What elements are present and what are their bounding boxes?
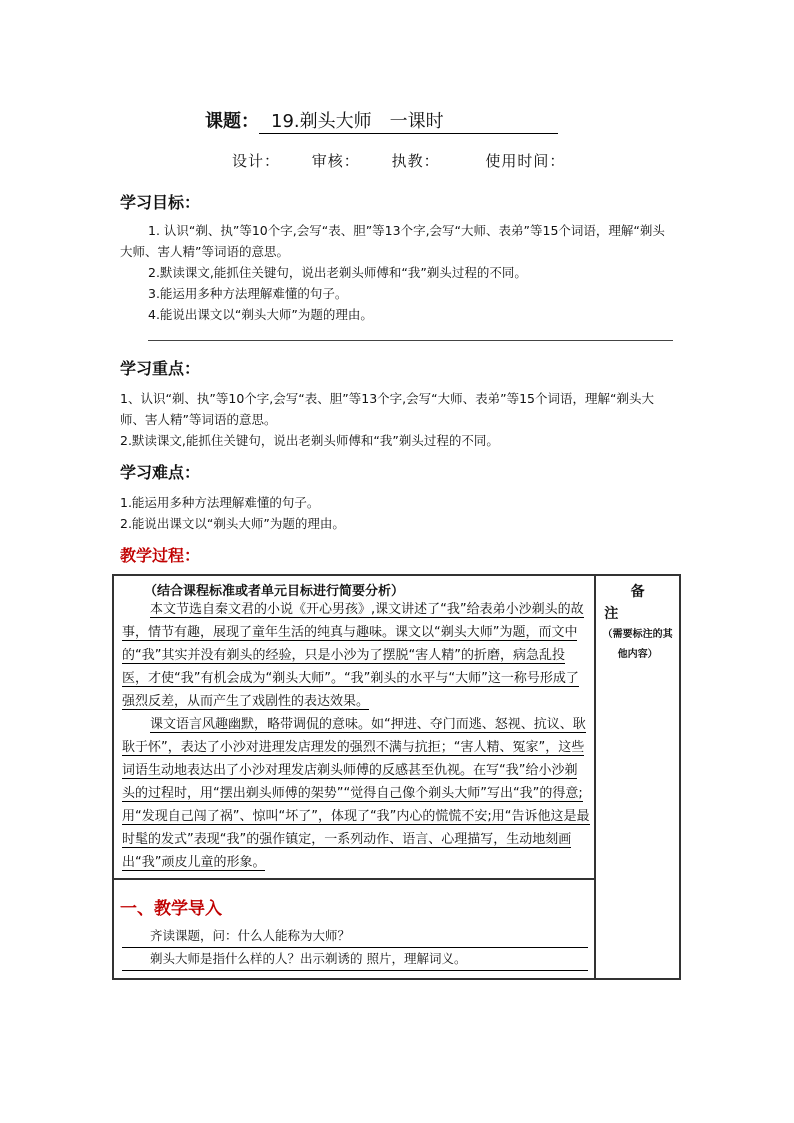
goal-item: 4.能说出课文以“剃头大师”为题的理由。 bbox=[148, 307, 373, 322]
title-text: 19.剃头大师 一课时 bbox=[259, 107, 558, 134]
key-points-heading: 学习重点： bbox=[120, 359, 201, 378]
notes-title: 备 注 bbox=[604, 584, 645, 622]
goals-heading: 学习目标： bbox=[120, 193, 201, 212]
intro-line: 齐读课题，问：什么人能称为大师？ bbox=[122, 925, 588, 948]
goal-item: 3.能运用多种方法理解难懂的句子。 bbox=[148, 286, 348, 301]
notes-subtitle: （需要标注的其他内容） bbox=[602, 629, 673, 660]
analysis-text bbox=[114, 598, 594, 878]
review-label: 审核： bbox=[311, 152, 360, 170]
goals-list bbox=[120, 220, 676, 325]
difficulties-list bbox=[120, 492, 676, 534]
intro-cell bbox=[113, 879, 595, 979]
lesson-title bbox=[205, 107, 558, 134]
analysis-paragraph: 课文语言风趣幽默，略带调侃的意味。如“押进、夺门而逃、怒视、抗议、耿耿于怀”，表达了小沙对进理发店理发的强烈不满与抗拒；“害人精、冤家”，这些词语生动地表达出了小沙对理发店剃头师傅的反感甚至仇视。在写“我”给小沙剃头的过程时，用“摆出剃头师傅的架势”“觉得自己像个剃头大师”写出“我”的得意;用“发现自己闯了祸”、惊叫“坏了”，体现了“我”内心的慌慌不安;用“告诉他这是最时髦的发式”表现“我”的强作镇定，一系列动作、语言、心理描写，生动地刻画出“我”顽皮儿童的形象。 bbox=[122, 717, 590, 870]
teach-label: 执教： bbox=[391, 152, 440, 170]
notes-cell bbox=[595, 575, 680, 979]
design-label: 设计： bbox=[232, 152, 281, 170]
intro-heading: 一、教学导入 bbox=[120, 899, 222, 919]
key-points-list bbox=[120, 388, 676, 451]
divider bbox=[148, 340, 673, 341]
goal-item: 2.默读课文,能抓住关键句，说出老剃头师傅和“我”剃头过程的不同。 bbox=[148, 265, 527, 280]
analysis-heading: （结合课程标准或者单元目标进行简要分析） bbox=[144, 584, 405, 599]
process-table bbox=[112, 574, 681, 980]
goal-item: 1. 认识“剃、执”等10个字,会写“表、胆”等13个字,会写“大师、表弟”等15个词语，理解“剃头大师、害人精”等词语的意思。 bbox=[120, 223, 665, 259]
process-heading: 教学过程： bbox=[120, 546, 201, 565]
difficulty-item: 1.能运用多种方法理解难懂的句子。 bbox=[120, 495, 320, 510]
key-point-item: 1、认识“剃、执”等10个字,会写“表、胆”等13个字,会写“大师、表弟”等15个词语，理解“剃头大师、害人精”等词语的意思。 bbox=[120, 391, 654, 427]
analysis-cell bbox=[113, 575, 595, 879]
meta-row bbox=[232, 150, 591, 171]
intro-line: 剃头大师是指什么样的人？出示剃诱的 照片，理解词义。 bbox=[122, 948, 588, 971]
difficulty-item: 2.能说出课文以“剃头大师”为题的理由。 bbox=[120, 516, 345, 531]
analysis-paragraph: 本文节选自秦文君的小说《开心男孩》,课文讲述了“我”给表弟小沙剃头的故事，情节有趣，展现了童年生活的纯真与趣味。课文以“剃头大师”为题，而文中的“我”其实并没有剃头的经验，只是小沙为了摆脱“害人精”的折磨，病急乱投医，才使“我”有机会成为“剃头大师”。“我”剃头的水平与“大师”这一称号形成了 强烈反差，从而产生了戏剧性的表达效果。 bbox=[122, 602, 584, 709]
title-label: 课题： bbox=[205, 111, 259, 132]
difficulties-heading: 学习难点： bbox=[120, 463, 201, 482]
use-time-label: 使用时间： bbox=[485, 152, 566, 170]
key-point-item: 2.默读课文,能抓住关键句，说出老剃头师傅和“我”剃头过程的不同。 bbox=[120, 433, 499, 448]
